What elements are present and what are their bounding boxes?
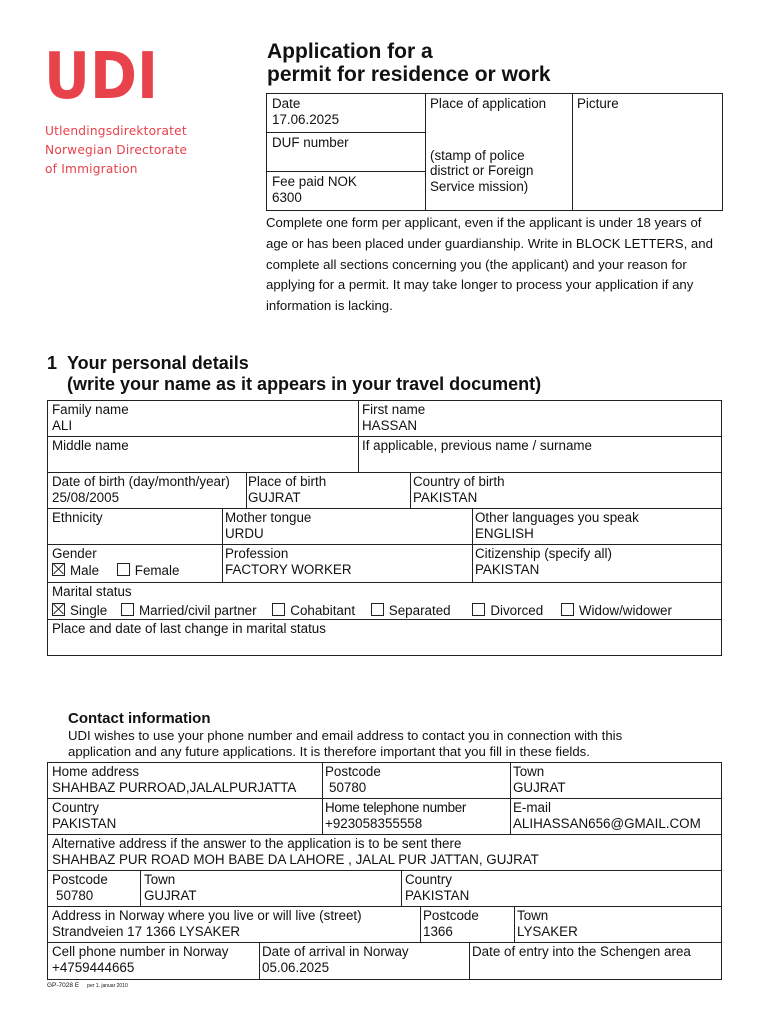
duf-number-field[interactable]: DUF number [272, 135, 349, 150]
other-languages-field[interactable]: Other languages you speak ENGLISH [475, 510, 639, 541]
single-checkbox[interactable] [52, 603, 65, 616]
marital-single-option[interactable]: Single [52, 603, 107, 619]
widow-checkbox[interactable] [561, 603, 574, 616]
married-checkbox[interactable] [121, 603, 134, 616]
female-checkbox[interactable] [117, 563, 130, 576]
agency-name [45, 122, 187, 179]
agency-name-line3: of Immigration [45, 162, 138, 176]
marital-cohabitant-option[interactable]: Cohabitant [272, 603, 355, 619]
home-address-field[interactable]: Home address SHAHBAZ PURROAD,JALALPURJATTA [52, 764, 297, 795]
ethnicity-field[interactable]: Ethnicity [52, 510, 103, 525]
email-field[interactable]: E-mail ALIHASSAN656@GMAIL.COM [513, 800, 701, 831]
gender-field: Gender Male Female [52, 546, 180, 578]
norway-postcode-field[interactable]: Postcode 1366 [423, 908, 479, 939]
separated-checkbox[interactable] [371, 603, 384, 616]
first-name-field[interactable]: First name HASSAN [362, 402, 426, 433]
form-version: per 1. januar 2010 [87, 983, 128, 989]
norway-address-field[interactable]: Address in Norway where you live or will live (street) Strandveien 17 1366 LYSAKER [52, 908, 362, 939]
date-field[interactable]: Date 17.06.2025 [272, 96, 340, 127]
profession-field[interactable]: Profession FACTORY WORKER [225, 546, 352, 577]
contact-intro: UDI wishes to use your phone number and email address to contact you in connection with this application and any future applications. It is therefore important that you fill in these fields. [68, 728, 623, 759]
form-code: GP-7028 E [47, 982, 80, 989]
mother-tongue-field[interactable]: Mother tongue URDU [225, 510, 312, 541]
section1-title: Your personal details [67, 353, 249, 373]
form-title [267, 40, 551, 86]
intro-text: Complete one form per applicant, even if the applicant is under 18 years of age or has been placed under guardianship. Write in BLOCK LETTERS, and complete all sections concerning you (the applicant) and your reason for applying for a permit. It may take longer to process your application if any information is lacking. [266, 215, 713, 314]
marital-status-field: Marital status Single Married/civil partner Cohabitant Separated Divorced Widow/widower [52, 584, 672, 618]
place-of-birth-field[interactable]: Place of birth GUJRAT [248, 474, 327, 505]
marital-divorced-option[interactable]: Divorced [472, 603, 543, 619]
marital-separated-option[interactable]: Separated [371, 603, 451, 619]
agency-name-line2: Norwegian Directorate [45, 143, 188, 157]
section1-subtitle: (write your name as it appears in your travel document) [67, 374, 542, 394]
section1-number: 1 [47, 353, 58, 373]
alt-town-field[interactable]: Town GUJRAT [144, 872, 197, 903]
form-title-line1: Application for a [267, 40, 433, 63]
previous-name-field[interactable]: If applicable, previous name / surname [362, 438, 592, 453]
alt-postcode-field[interactable]: Postcode 50780 [52, 872, 108, 903]
personal-details-table [47, 400, 722, 656]
family-name-field[interactable]: Family name ALI [52, 402, 129, 433]
country-field[interactable]: Country PAKISTAN [52, 800, 117, 831]
picture-box: Picture [577, 96, 619, 111]
section1-heading [47, 353, 541, 395]
alt-country-field[interactable]: Country PAKISTAN [405, 872, 470, 903]
udi-logo [44, 44, 164, 100]
middle-name-field[interactable]: Middle name [52, 438, 129, 453]
schengen-date-field[interactable]: Date of entry into the Schengen area [472, 944, 691, 959]
office-use-box [266, 93, 723, 211]
logo-text: UDI [44, 44, 158, 100]
cohabitant-checkbox[interactable] [272, 603, 285, 616]
gender-female-option[interactable]: Female [117, 563, 180, 579]
citizenship-field[interactable]: Citizenship (specify all) PAKISTAN [475, 546, 612, 577]
fee-paid-field[interactable]: Fee paid NOK 6300 [272, 174, 357, 205]
male-checkbox[interactable] [52, 563, 65, 576]
form-footer [47, 982, 128, 989]
divorced-checkbox[interactable] [472, 603, 485, 616]
marital-change-field[interactable]: Place and date of last change in marital status [52, 621, 326, 636]
cell-phone-field[interactable]: Cell phone number in Norway +4759444665 [52, 944, 229, 975]
place-of-application: Place of application (stamp of police district or Foreign Service mission) [430, 96, 547, 194]
marital-widow-option[interactable]: Widow/widower [561, 603, 672, 619]
alternative-address-field[interactable]: Alternative address if the answer to the application is to be sent there SHAHBAZ PUR ROAD MOH BABE DA LAHORE , JALAL PUR JATTAN, GUJRAT [52, 836, 539, 867]
norway-town-field[interactable]: Town LYSAKER [517, 908, 578, 939]
contact-table [47, 762, 722, 980]
town-field[interactable]: Town GUJRAT [513, 764, 566, 795]
postcode-field[interactable]: Postcode 50780 [325, 764, 381, 795]
contact-heading: Contact information [68, 710, 211, 727]
country-of-birth-field[interactable]: Country of birth PAKISTAN [413, 474, 505, 505]
gender-male-option[interactable]: Male [52, 563, 99, 579]
agency-name-line1: Utlendingsdirektoratet [45, 124, 187, 138]
home-phone-field[interactable]: Home telephone number +923058355558 [325, 800, 467, 831]
arrival-date-field[interactable]: Date of arrival in Norway 05.06.2025 [262, 944, 409, 975]
form-title-line2: permit for residence or work [267, 63, 551, 86]
marital-married-option[interactable]: Married/civil partner [121, 603, 257, 619]
date-of-birth-field[interactable]: Date of birth (day/month/year) 25/08/2005 [52, 474, 230, 505]
